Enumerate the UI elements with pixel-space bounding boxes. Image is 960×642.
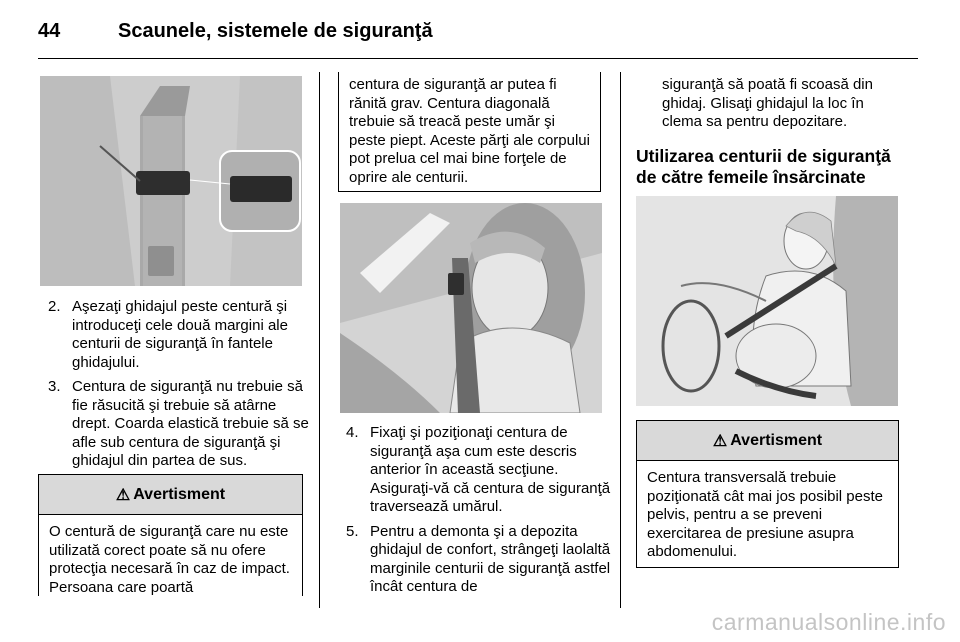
step-text: Pentru a demonta şi a depozita ghidajul de confort, strângeţi laolaltă marginile centurii de siguranţă astfel încât centura de [370, 522, 611, 595]
warning-header [637, 421, 898, 461]
pregnant-woman-drawing [636, 196, 898, 406]
step-text: Aşezaţi ghidajul peste centură şi introduceţi cele două margini ale centurii de siguranţă în fantele ghidajului. [72, 298, 288, 371]
watermark: carmanualsonline.info [711, 609, 946, 635]
header-rule [38, 58, 918, 59]
page-header [38, 10, 918, 60]
step-number: 4. [346, 424, 359, 441]
page-number: 44 [38, 20, 61, 42]
warning-title: Avertisment [133, 485, 226, 503]
page-title: Scaunele, sistemele de siguranţă [118, 20, 433, 42]
column-divider-left [319, 72, 320, 608]
warning-triangle-icon: ⚠ [712, 432, 728, 450]
step-2 [48, 298, 313, 372]
continuation-paragraph: siguranţă să poată fi scoasă din ghidaj. Glisaţi ghidajul la loc în clema sa pentru depozitare. [662, 76, 873, 130]
step-5 [346, 523, 614, 597]
seatbelt-guide-figure [40, 76, 302, 286]
section-heading: Utilizarea centurii de siguranţă de către femeile însărcinate [636, 146, 891, 187]
pregnant-woman-seatbelt-figure [636, 196, 898, 406]
steps-list-middle [346, 424, 614, 603]
warning-box-continuation [338, 72, 601, 192]
column-divider-right [620, 72, 621, 608]
step-3 [48, 378, 313, 471]
driver-seatbelt-figure [340, 203, 602, 413]
warning-body: O centură de siguranţă care nu este utilizată corect poate să nu ofere protecţia necesară în caz de impact. Persoana care poartă [49, 523, 290, 596]
step-4 [346, 424, 614, 517]
warning-triangle-icon: ⚠ [115, 486, 131, 504]
warning-title: Avertisment [730, 431, 823, 449]
steps-list-left [48, 298, 313, 477]
warning-body: Centura transversală trebuie poziţionată cât mai jos posibil peste pelvis, pentru a se preveni exercitarea de presiune asupra abdomenului. [647, 469, 883, 560]
warning-box-left [38, 474, 303, 596]
step-text: Fixaţi şi poziţionaţi centura de siguranţă aşa cum este descris anterior în această secţiune. Asiguraţi-vă că centura de siguranţă traversează umărul. [370, 424, 611, 515]
step-number: 3. [48, 378, 61, 395]
step-number: 2. [48, 298, 61, 315]
warning-box-right [636, 420, 899, 568]
seatbelt-guide-drawing [40, 76, 302, 286]
driver-seatbelt-drawing [340, 203, 602, 413]
warning-continuation-text: centura de siguranţă ar putea fi rănită grav. Centura diagonală trebuie să treacă peste umăr şi peste piept. Aceste părţi ale corpului pot prelua cel mai bine forţele de oprire ale centurii. [349, 76, 590, 186]
step-number: 5. [346, 522, 359, 540]
step-text: Centura de siguranţă nu trebuie să fie răsucită şi trebuie să atârne drept. Coarda elastică trebuie să se afle sub centura de siguranţă şi ghidajul din partea de sus. [72, 378, 309, 469]
warning-header [39, 475, 302, 515]
